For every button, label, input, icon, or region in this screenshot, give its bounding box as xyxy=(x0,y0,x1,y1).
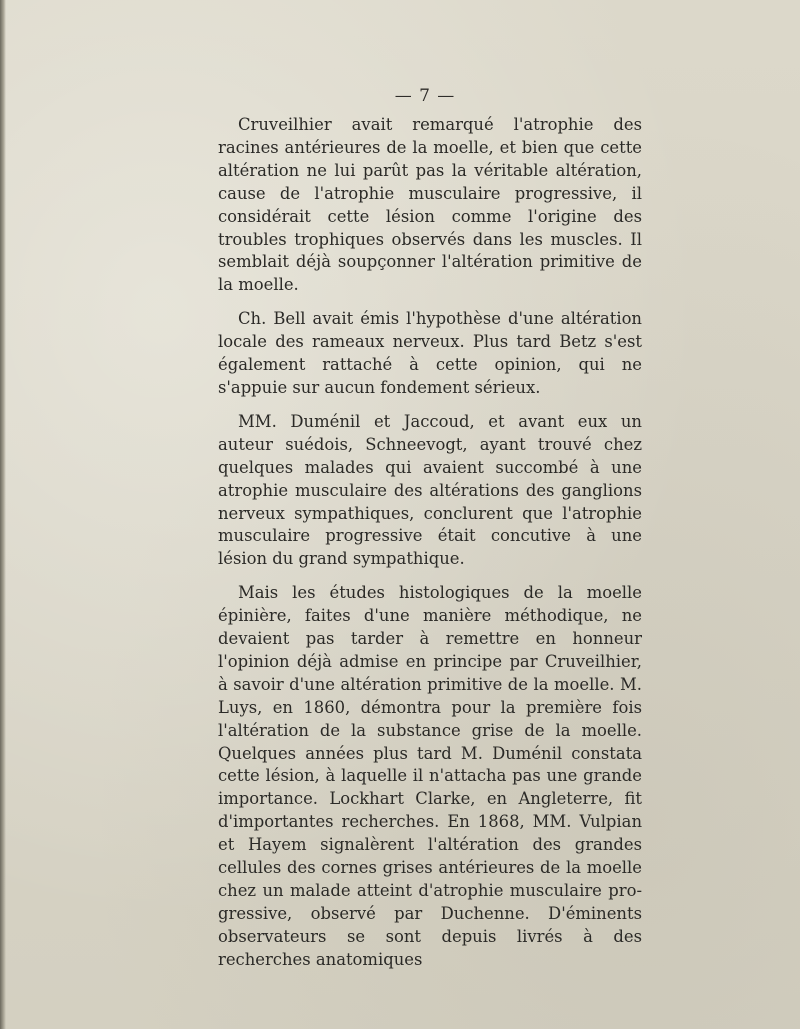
page-binding-edge xyxy=(0,0,6,1029)
paragraph-histologic-studies: Mais les études histologiques de la moelle épinière, faites d'une manière méthodique, ne devaient pas tarder à remettre en honneur l'opinion déjà admise en principe par Cruveilhier, à savoir d'une altération primitive de la moelle. M. Luys, en 1860, démontra pour la première fois l'altération de la substance grise de la moelle. Quelques années plus tard M. Duménil constata cette lésion, à laquelle il n'attacha pas une grande importance. Lockhart Clarke, en Angleterre, fit d'importantes recherches. En 1868, MM. Vulpian et Hayem signalèrent l'altération des grandes cellules des cornes grises antérieures de la moelle chez un malade atteint d'atrophie musculaire progressive, observé par Duchenne. D'éminents observateurs se sont depuis livrés à des recherches anatomiques xyxy=(218,583,642,969)
body-text xyxy=(218,114,642,972)
paragraph-dumenil-jaccoud: MM. Duménil et Jaccoud, et avant eux un auteur suédois, Schneevogt, ayant trouvé chez quelques malades qui avaient succombé à une atrophie musculaire des altérations des ganglions nerveux sympathiques, conclurent que l'atrophie musculaire progressive était concutive à une lésion du grand sympathique. xyxy=(218,411,642,569)
paragraph-cruveilhier: Cruveilhier avait remarqué l'atrophie des racines antérieures de la moelle, et bien que cette altération ne lui parût pas la véritable altération, cause de l'atrophie musculaire progressive, il considérait cette lésion comme l'origine des troubles trophiques observés dans les muscles. Il semblait déjà soupçonner l'altération primitive de la moelle. xyxy=(218,115,642,295)
page-number: — 7 — xyxy=(394,86,456,106)
paragraph-bell: Ch. Bell avait émis l'hypothèse d'une altération locale des rameaux nerveux. Plus tard Betz s'est également rattaché à cette opinion, qui ne s'appuie sur aucun fondement sérieux. xyxy=(218,309,642,397)
